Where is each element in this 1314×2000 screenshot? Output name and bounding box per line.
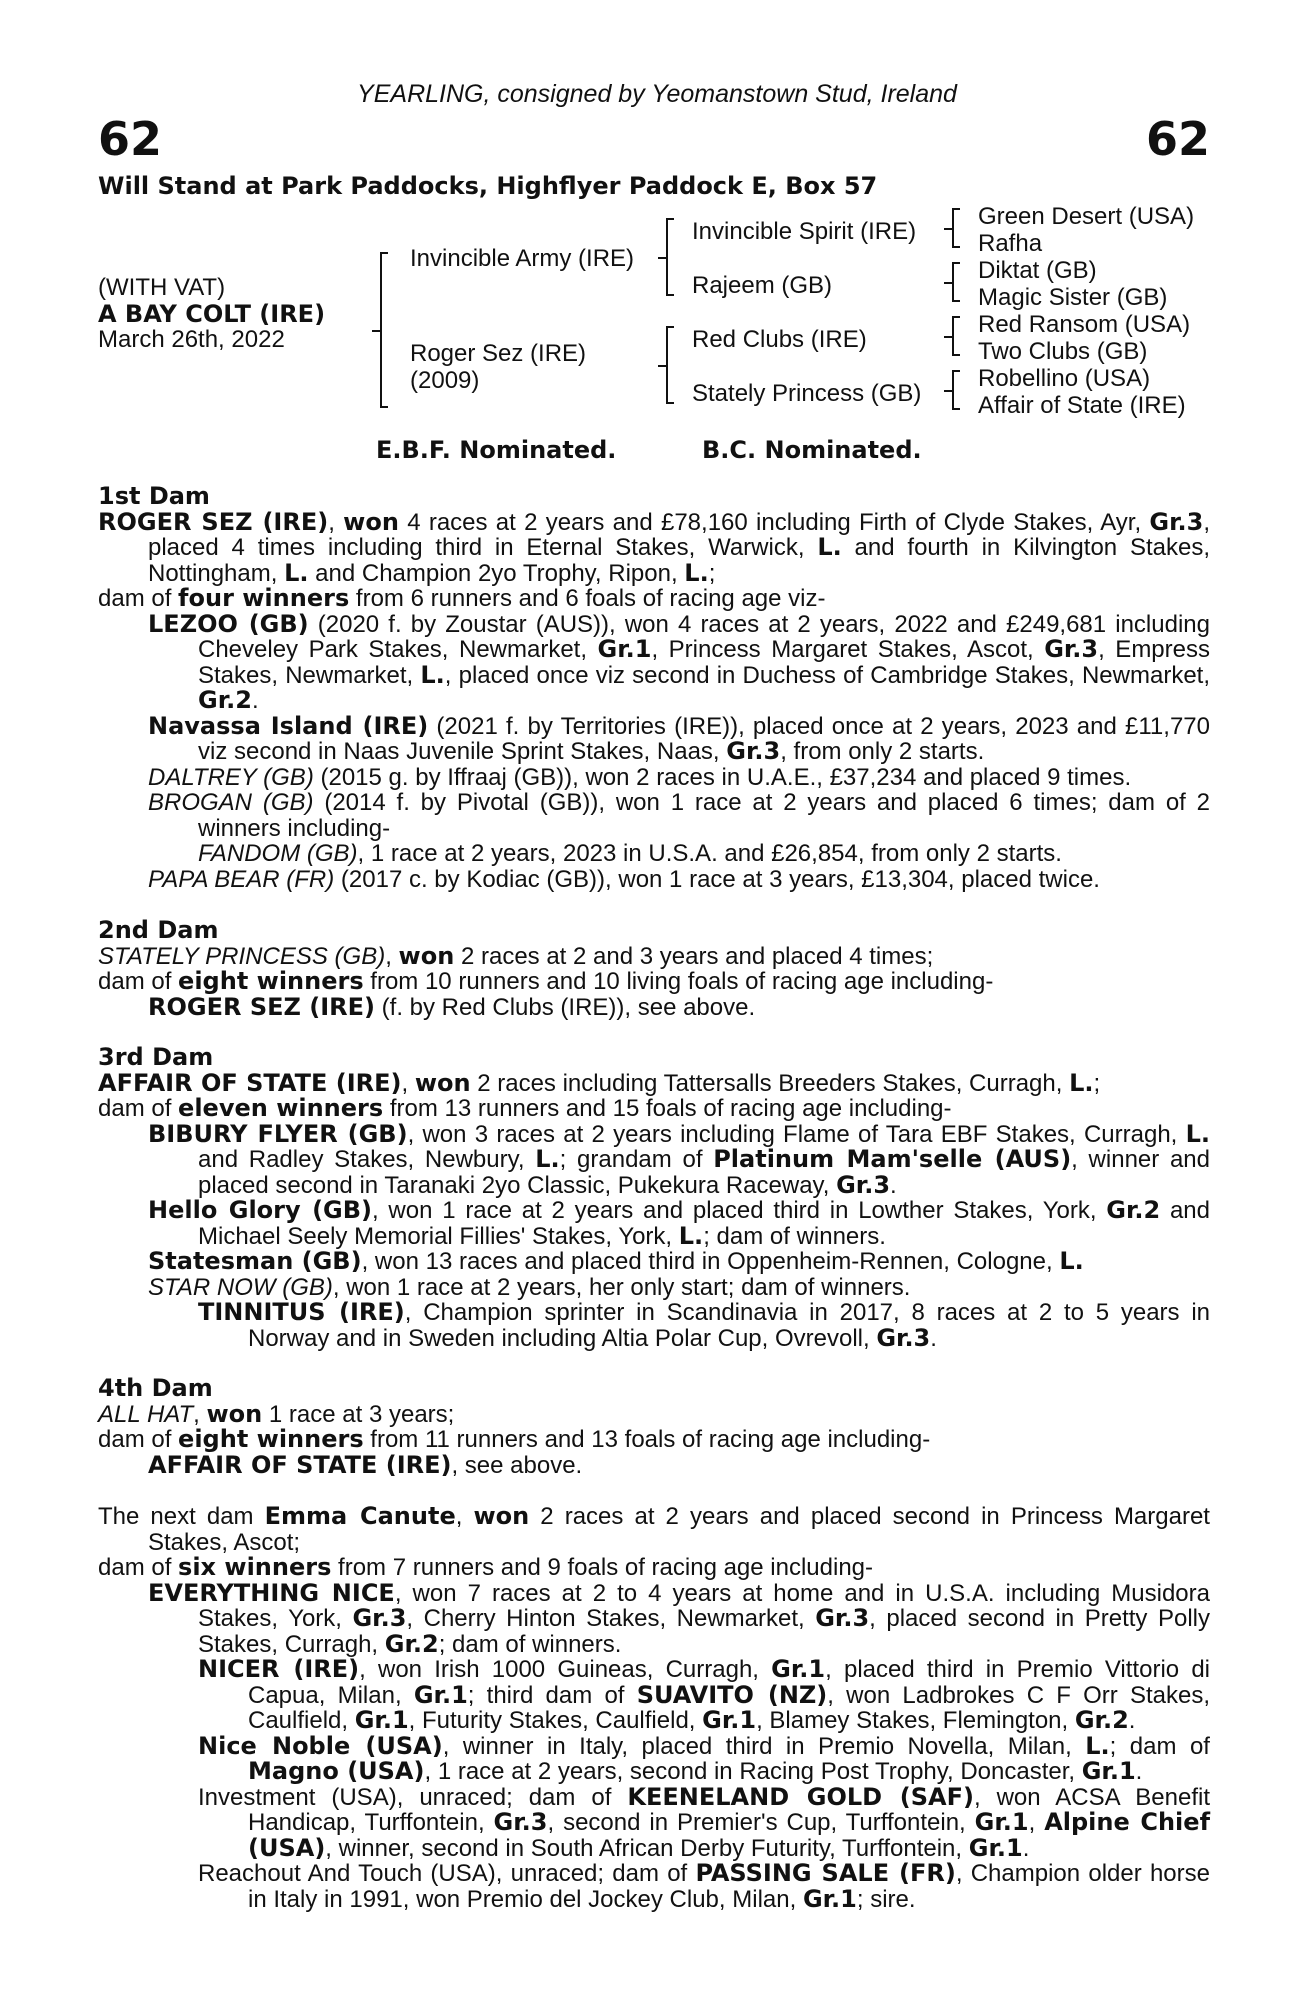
horse-name: A BAY COLT (IRE) (98, 300, 326, 328)
section-heading: 3rd Dam (98, 1043, 214, 1071)
produce-entry: DALTREY (GB) (2015 g. by Iffraaj (GB)), won 2 races in U.A.E., £37,234 and placed 9 times. (148, 763, 1132, 791)
ancestor-6: Two Clubs (GB) (978, 338, 1148, 365)
pedigree-brace-g3 (952, 316, 954, 356)
page-header-title: YEARLING, consigned by Yeomanstown Stud, Ireland (357, 80, 957, 108)
dam-produce-summary: dam of eight winners from 10 runners and 10 living foals of racing age including- (98, 967, 994, 995)
dam-entry: ALL HAT, won 1 race at 3 years; (98, 1399, 455, 1428)
ebf-nominated: E.B.F. Nominated. (376, 436, 617, 464)
sire-name: Invincible Army (IRE) (410, 245, 635, 272)
pedigree-brace-g2 (952, 262, 954, 302)
pedigree-brace-sire (666, 218, 668, 296)
dam-entry: AFFAIR OF STATE (IRE), won 2 races including Tattersalls Breeders Stakes, Curragh, L.; (98, 1068, 1101, 1097)
ancestor-2: Rafha (978, 230, 1043, 257)
produce-entry: PAPA BEAR (FR) (2017 c. by Kodiac (GB)), won 1 race at 3 years, £13,304, placed twice. (148, 865, 1100, 893)
dam-entry: ROGER SEZ (IRE), won 4 races at 2 years and £78,160 including Firth of Clyde Stakes, Ayr, Gr.3, placed 4 times including third in Eternal Stakes, Warwick, L. and fourth in Kilvington Stakes, Nottingham, L. and Champion 2yo Trophy, Ripon, L.; (98, 507, 1211, 587)
produce-entry: NICER (IRE), won Irish 1000 Guineas, Curragh, Gr.1, placed third in Premio Vittorio di Capua, Milan, Gr.1; third dam of SUAVITO (NZ), won Ladbrokes C F Orr Stakes, Caulfield, Gr.1, Futurity Stakes, Caulfield, Gr.1, Blamey Stakes, Flemington, Gr.2. (198, 1655, 1211, 1734)
dam-sire: Red Clubs (IRE) (692, 326, 867, 353)
ancestor-8: Affair of State (IRE) (978, 392, 1186, 419)
produce-entry: AFFAIR OF STATE (IRE), see above. (148, 1450, 583, 1479)
ancestor-1: Green Desert (USA) (978, 203, 1195, 230)
pedigree-brace-main (380, 252, 382, 408)
dam-year: (2009) (410, 367, 480, 394)
produce-entry: TINNITUS (IRE), Champion sprinter in Scandinavia in 2017, 8 races at 2 to 5 years in Norway and in Sweden including Altia Polar Cup, Ovrevoll, Gr.3. (198, 1298, 1210, 1352)
dam-name: Roger Sez (IRE) (410, 340, 587, 367)
produce-entry: STAR NOW (GB), won 1 race at 2 years, her only start; dam of winners. (148, 1273, 911, 1301)
vat-note: (WITH VAT) (98, 274, 226, 301)
ancestor-3: Diktat (GB) (978, 257, 1097, 284)
section-heading: 4th Dam (98, 1374, 213, 1402)
lot-number-left: 62 (98, 112, 163, 166)
dam-produce-summary: dam of four winners from 6 runners and 6 foals of racing age viz- (98, 584, 826, 612)
bc-nominated: B.C. Nominated. (702, 436, 922, 464)
sire-dam: Rajeem (GB) (692, 272, 833, 299)
ancestor-5: Red Ransom (USA) (978, 311, 1191, 338)
section-fourth-dam (98, 1376, 1210, 1478)
section-third-dam (98, 1045, 1210, 1351)
stand-location: Will Stand at Park Paddocks, Highflyer Paddock E, Box 57 (98, 172, 878, 200)
dam-produce-summary: dam of eight winners from 11 runners and 13 foals of racing age including- (98, 1425, 931, 1453)
pedigree-brace-dam (666, 326, 668, 404)
section-next-dam (98, 1504, 1210, 1912)
produce-entry: FANDOM (GB), 1 race at 2 years, 2023 in U.S.A. and £26,854, from only 2 starts. (198, 840, 1062, 867)
produce-entry: Navassa Island (IRE) (2021 f. by Territories (IRE)), placed once at 2 years, 2023 and £11,770 viz second in Naas Juvenile Sprint Stakes, Naas, Gr.3, from only 2 starts. (148, 711, 1210, 765)
sire-sire: Invincible Spirit (IRE) (692, 218, 917, 245)
pedigree-brace-g4 (952, 370, 954, 410)
foaling-date: March 26th, 2022 (98, 326, 285, 353)
produce-entry: LEZOO (GB) (2020 f. by Zoustar (AUS)), won 4 races at 2 years, 2022 and £249,681 including Cheveley Park Stakes, Newmarket, Gr.1, Princess Margaret Stakes, Ascot, Gr.3, Empress Stakes, Newmarket, L., placed once viz second in Duchess of Cambridge Stakes, Newmarket, Gr.2. (148, 609, 1210, 714)
ancestor-7: Robellino (USA) (978, 365, 1151, 392)
produce-entry: Investment (USA), unraced; dam of KEENELAND GOLD (SAF), won ACSA Benefit Handicap, Turffontein, Gr.3, second in Premier's Cup, Turffontein, Gr.1, Alpine Chief (USA), winner, second in South African Derby Futurity, Turffontein, Gr.1. (198, 1782, 1211, 1862)
dam-dam: Stately Princess (GB) (692, 380, 922, 407)
dam-entry: STATELY PRINCESS (GB), won 2 races at 2 and 3 years and placed 4 times; (98, 941, 934, 970)
produce-entry: EVERYTHING NICE, won 7 races at 2 to 4 years at home and in U.S.A. including Musidora Stakes, York, Gr.3, Cherry Hinton Stakes, Newmarket, Gr.3, placed second in Pretty Polly Stakes, Curragh, Gr.2; dam of winners. (148, 1578, 1210, 1658)
produce-entry: Reachout And Touch (USA), unraced; dam of PASSING SALE (FR), Champion older horse in Italy in 1991, won Premio del Jockey Club, Milan, Gr.1; sire. (198, 1859, 1210, 1913)
dam-entry: The next dam Emma Canute, won 2 races at 2 years and placed second in Princess Margaret Stakes, Ascot; (98, 1502, 1210, 1556)
ancestor-4: Magic Sister (GB) (978, 284, 1168, 311)
produce-entry: Statesman (GB), won 13 races and placed third in Oppenheim-Rennen, Cologne, L. (148, 1247, 1084, 1275)
section-first-dam (98, 484, 1210, 892)
section-heading: 1st Dam (98, 482, 210, 510)
dam-produce-summary: dam of six winners from 7 runners and 9 foals of racing age including- (98, 1553, 874, 1581)
lot-number-right: 62 (1145, 112, 1210, 166)
produce-entry: BROGAN (GB) (2014 f. by Pivotal (GB)), won 1 race at 2 years and placed 6 times; dam of 2 winners including- (148, 789, 1210, 842)
produce-entry: Hello Glory (GB), won 1 race at 2 years and placed third in Lowther Stakes, York, Gr.2 and Michael Seely Memorial Fillies' Stakes, York, L.; dam of winners. (148, 1196, 1210, 1250)
produce-entry: BIBURY FLYER (GB), won 3 races at 2 years including Flame of Tara EBF Stakes, Curragh, L. and Radley Stakes, Newbury, L.; grandam of Platinum Mam'selle (AUS), winner and placed second in Taranaki 2yo Classic, Pukekura Raceway, Gr.3. (148, 1119, 1211, 1199)
pedigree-brace-g1 (952, 208, 954, 248)
produce-entry: ROGER SEZ (IRE) (f. by Red Clubs (IRE)), see above. (148, 992, 756, 1021)
produce-entry: Nice Noble (USA), winner in Italy, placed third in Premio Novella, Milan, L.; dam of Magno (USA), 1 race at 2 years, second in Racing Post Trophy, Doncaster, Gr.1. (198, 1731, 1210, 1785)
section-second-dam (98, 918, 1210, 1020)
section-heading: 2nd Dam (98, 916, 219, 944)
dam-produce-summary: dam of eleven winners from 13 runners and 15 foals of racing age including- (98, 1094, 952, 1122)
